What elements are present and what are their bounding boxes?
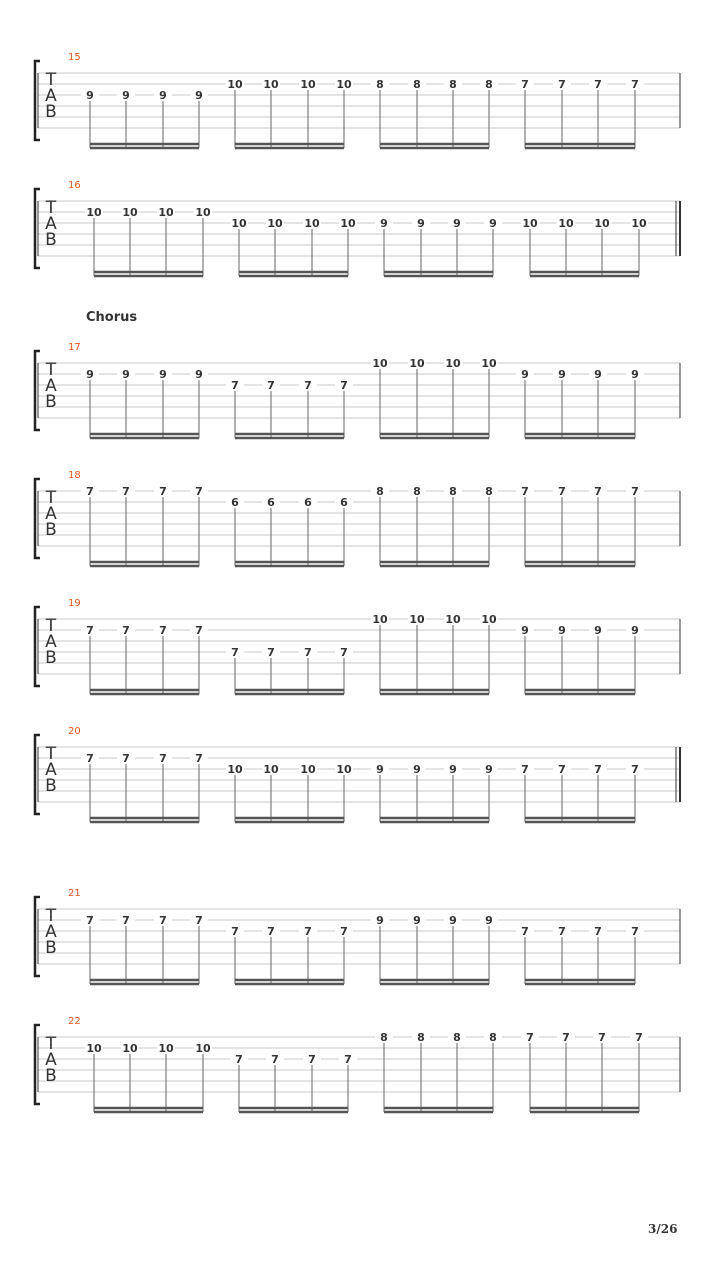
fret-number: 7 [631, 485, 639, 498]
tab-staff [0, 342, 720, 462]
tab-staff [0, 888, 720, 1008]
fret-number: 10 [558, 217, 574, 230]
fret-number: 9 [521, 624, 529, 637]
fret-number: 9 [489, 217, 497, 230]
fret-number: 7 [231, 379, 239, 392]
fret-number: 9 [449, 763, 457, 776]
tab-staff [0, 180, 720, 300]
fret-number: 10 [481, 613, 497, 626]
tab-clef-letter: T [45, 744, 57, 764]
fret-number: 9 [159, 89, 167, 102]
fret-number: 9 [453, 217, 461, 230]
fret-number: 7 [235, 1053, 243, 1066]
fret-number: 7 [159, 485, 167, 498]
fret-number: 7 [122, 624, 130, 637]
fret-number: 9 [631, 368, 639, 381]
tab-clef-letter: T [45, 616, 57, 636]
fret-number: 10 [158, 1042, 174, 1055]
fret-number: 6 [267, 496, 275, 509]
tab-system-21 [0, 888, 720, 1008]
fret-number: 7 [195, 624, 203, 637]
fret-number: 10 [594, 217, 610, 230]
fret-number: 7 [526, 1031, 534, 1044]
fret-number: 10 [122, 1042, 138, 1055]
fret-number: 10 [263, 763, 279, 776]
fret-number: 7 [267, 925, 275, 938]
fret-number: 8 [376, 78, 384, 91]
fret-number: 7 [159, 914, 167, 927]
tab-clef-letter: A [45, 504, 57, 524]
fret-number: 7 [521, 485, 529, 498]
fret-number: 7 [521, 925, 529, 938]
fret-number: 9 [195, 368, 203, 381]
tab-staff [0, 470, 720, 590]
fret-number: 10 [336, 763, 352, 776]
fret-number: 7 [122, 485, 130, 498]
fret-number: 10 [300, 763, 316, 776]
tab-system-17 [0, 342, 720, 462]
fret-number: 10 [263, 78, 279, 91]
fret-number: 9 [86, 368, 94, 381]
fret-number: 7 [631, 78, 639, 91]
tab-clef-letter: B [45, 392, 57, 412]
fret-number: 9 [159, 368, 167, 381]
tab-clef-letter: T [45, 906, 57, 926]
tab-clef-letter: A [45, 760, 57, 780]
fret-number: 10 [409, 357, 425, 370]
tab-clef-letter: T [45, 488, 57, 508]
fret-number: 7 [631, 925, 639, 938]
fret-number: 7 [304, 646, 312, 659]
fret-number: 10 [336, 78, 352, 91]
fret-number: 10 [304, 217, 320, 230]
fret-number: 10 [227, 78, 243, 91]
fret-number: 9 [594, 624, 602, 637]
fret-number: 7 [122, 752, 130, 765]
fret-number: 9 [413, 914, 421, 927]
fret-number: 7 [631, 763, 639, 776]
fret-number: 9 [195, 89, 203, 102]
section-label-chorus: Chorus [86, 310, 138, 325]
fret-number: 9 [485, 763, 493, 776]
fret-number: 7 [195, 914, 203, 927]
fret-number: 8 [449, 78, 457, 91]
tab-clef-letter: T [45, 1034, 57, 1054]
tab-clef-letter: A [45, 632, 57, 652]
measure-number: 18 [68, 470, 81, 481]
fret-number: 7 [86, 752, 94, 765]
tab-system-15 [0, 52, 720, 172]
measure-number: 15 [68, 52, 81, 63]
tab-clef-letter: A [45, 86, 57, 106]
fret-number: 7 [344, 1053, 352, 1066]
fret-number: 7 [594, 925, 602, 938]
measure-number: 21 [68, 888, 81, 899]
fret-number: 6 [304, 496, 312, 509]
fret-number: 7 [86, 485, 94, 498]
fret-number: 7 [594, 763, 602, 776]
fret-number: 9 [594, 368, 602, 381]
fret-number: 9 [485, 914, 493, 927]
fret-number: 10 [409, 613, 425, 626]
fret-number: 7 [594, 78, 602, 91]
fret-number: 8 [413, 485, 421, 498]
fret-number: 7 [267, 379, 275, 392]
fret-number: 7 [195, 485, 203, 498]
fret-number: 8 [485, 78, 493, 91]
fret-number: 7 [340, 379, 348, 392]
fret-number: 7 [304, 379, 312, 392]
fret-number: 7 [594, 485, 602, 498]
fret-number: 7 [159, 624, 167, 637]
page-number: 3/26 [648, 1222, 678, 1236]
fret-number: 9 [449, 914, 457, 927]
fret-number: 9 [122, 89, 130, 102]
fret-number: 8 [449, 485, 457, 498]
fret-number: 10 [267, 217, 283, 230]
measure-number: 20 [68, 726, 81, 737]
fret-number: 7 [122, 914, 130, 927]
fret-number: 10 [231, 217, 247, 230]
fret-number: 6 [231, 496, 239, 509]
tab-clef-letter: B [45, 520, 57, 540]
tab-clef-letter: B [45, 648, 57, 668]
tab-system-20 [0, 726, 720, 846]
fret-number: 9 [413, 763, 421, 776]
fret-number: 9 [558, 624, 566, 637]
fret-number: 9 [376, 763, 384, 776]
tab-clef-letter: B [45, 230, 57, 250]
fret-number: 10 [86, 1042, 102, 1055]
fret-number: 10 [195, 206, 211, 219]
fret-number: 8 [489, 1031, 497, 1044]
fret-number: 9 [86, 89, 94, 102]
tab-staff [0, 726, 720, 846]
fret-number: 8 [453, 1031, 461, 1044]
fret-number: 7 [340, 925, 348, 938]
fret-number: 7 [86, 624, 94, 637]
fret-number: 10 [372, 613, 388, 626]
fret-number: 10 [195, 1042, 211, 1055]
tab-clef-letter: T [45, 70, 57, 90]
fret-number: 10 [340, 217, 356, 230]
measure-number: 19 [68, 598, 81, 609]
fret-number: 7 [231, 646, 239, 659]
tab-clef-letter: B [45, 776, 57, 796]
fret-number: 8 [417, 1031, 425, 1044]
fret-number: 10 [227, 763, 243, 776]
tab-clef-letter: A [45, 376, 57, 396]
fret-number: 9 [631, 624, 639, 637]
tab-clef-letter: A [45, 922, 57, 942]
fret-number: 10 [372, 357, 388, 370]
fret-number: 7 [86, 914, 94, 927]
tab-clef-letter: A [45, 1050, 57, 1070]
fret-number: 7 [304, 925, 312, 938]
fret-number: 10 [122, 206, 138, 219]
fret-number: 7 [267, 646, 275, 659]
fret-number: 7 [558, 925, 566, 938]
fret-number: 10 [158, 206, 174, 219]
tab-clef-letter: A [45, 214, 57, 234]
fret-number: 7 [521, 763, 529, 776]
fret-number: 7 [635, 1031, 643, 1044]
fret-number: 8 [413, 78, 421, 91]
fret-number: 9 [376, 914, 384, 927]
fret-number: 9 [122, 368, 130, 381]
fret-number: 10 [631, 217, 647, 230]
fret-number: 9 [380, 217, 388, 230]
fret-number: 9 [417, 217, 425, 230]
fret-number: 7 [340, 646, 348, 659]
fret-number: 10 [445, 357, 461, 370]
fret-number: 7 [558, 78, 566, 91]
fret-number: 7 [598, 1031, 606, 1044]
measure-number: 16 [68, 180, 81, 191]
tab-clef-letter: B [45, 102, 57, 122]
fret-number: 7 [159, 752, 167, 765]
fret-number: 7 [308, 1053, 316, 1066]
tab-staff [0, 52, 720, 172]
tab-system-22 [0, 1016, 720, 1136]
tab-clef-letter: T [45, 360, 57, 380]
tab-staff [0, 598, 720, 718]
tab-system-18 [0, 470, 720, 590]
fret-number: 10 [300, 78, 316, 91]
fret-number: 7 [231, 925, 239, 938]
tab-clef-letter: B [45, 1066, 57, 1086]
tab-staff [0, 1016, 720, 1136]
fret-number: 6 [340, 496, 348, 509]
tab-system-16 [0, 180, 720, 300]
fret-number: 7 [271, 1053, 279, 1066]
fret-number: 8 [380, 1031, 388, 1044]
fret-number: 8 [376, 485, 384, 498]
fret-number: 10 [481, 357, 497, 370]
fret-number: 9 [521, 368, 529, 381]
fret-number: 7 [195, 752, 203, 765]
fret-number: 7 [562, 1031, 570, 1044]
fret-number: 10 [522, 217, 538, 230]
tab-clef-letter: T [45, 198, 57, 218]
tab-system-19 [0, 598, 720, 718]
fret-number: 9 [558, 368, 566, 381]
fret-number: 7 [558, 763, 566, 776]
tab-clef-letter: B [45, 938, 57, 958]
fret-number: 10 [445, 613, 461, 626]
measure-number: 22 [68, 1016, 81, 1027]
fret-number: 8 [485, 485, 493, 498]
measure-number: 17 [68, 342, 81, 353]
fret-number: 10 [86, 206, 102, 219]
fret-number: 7 [521, 78, 529, 91]
fret-number: 7 [558, 485, 566, 498]
